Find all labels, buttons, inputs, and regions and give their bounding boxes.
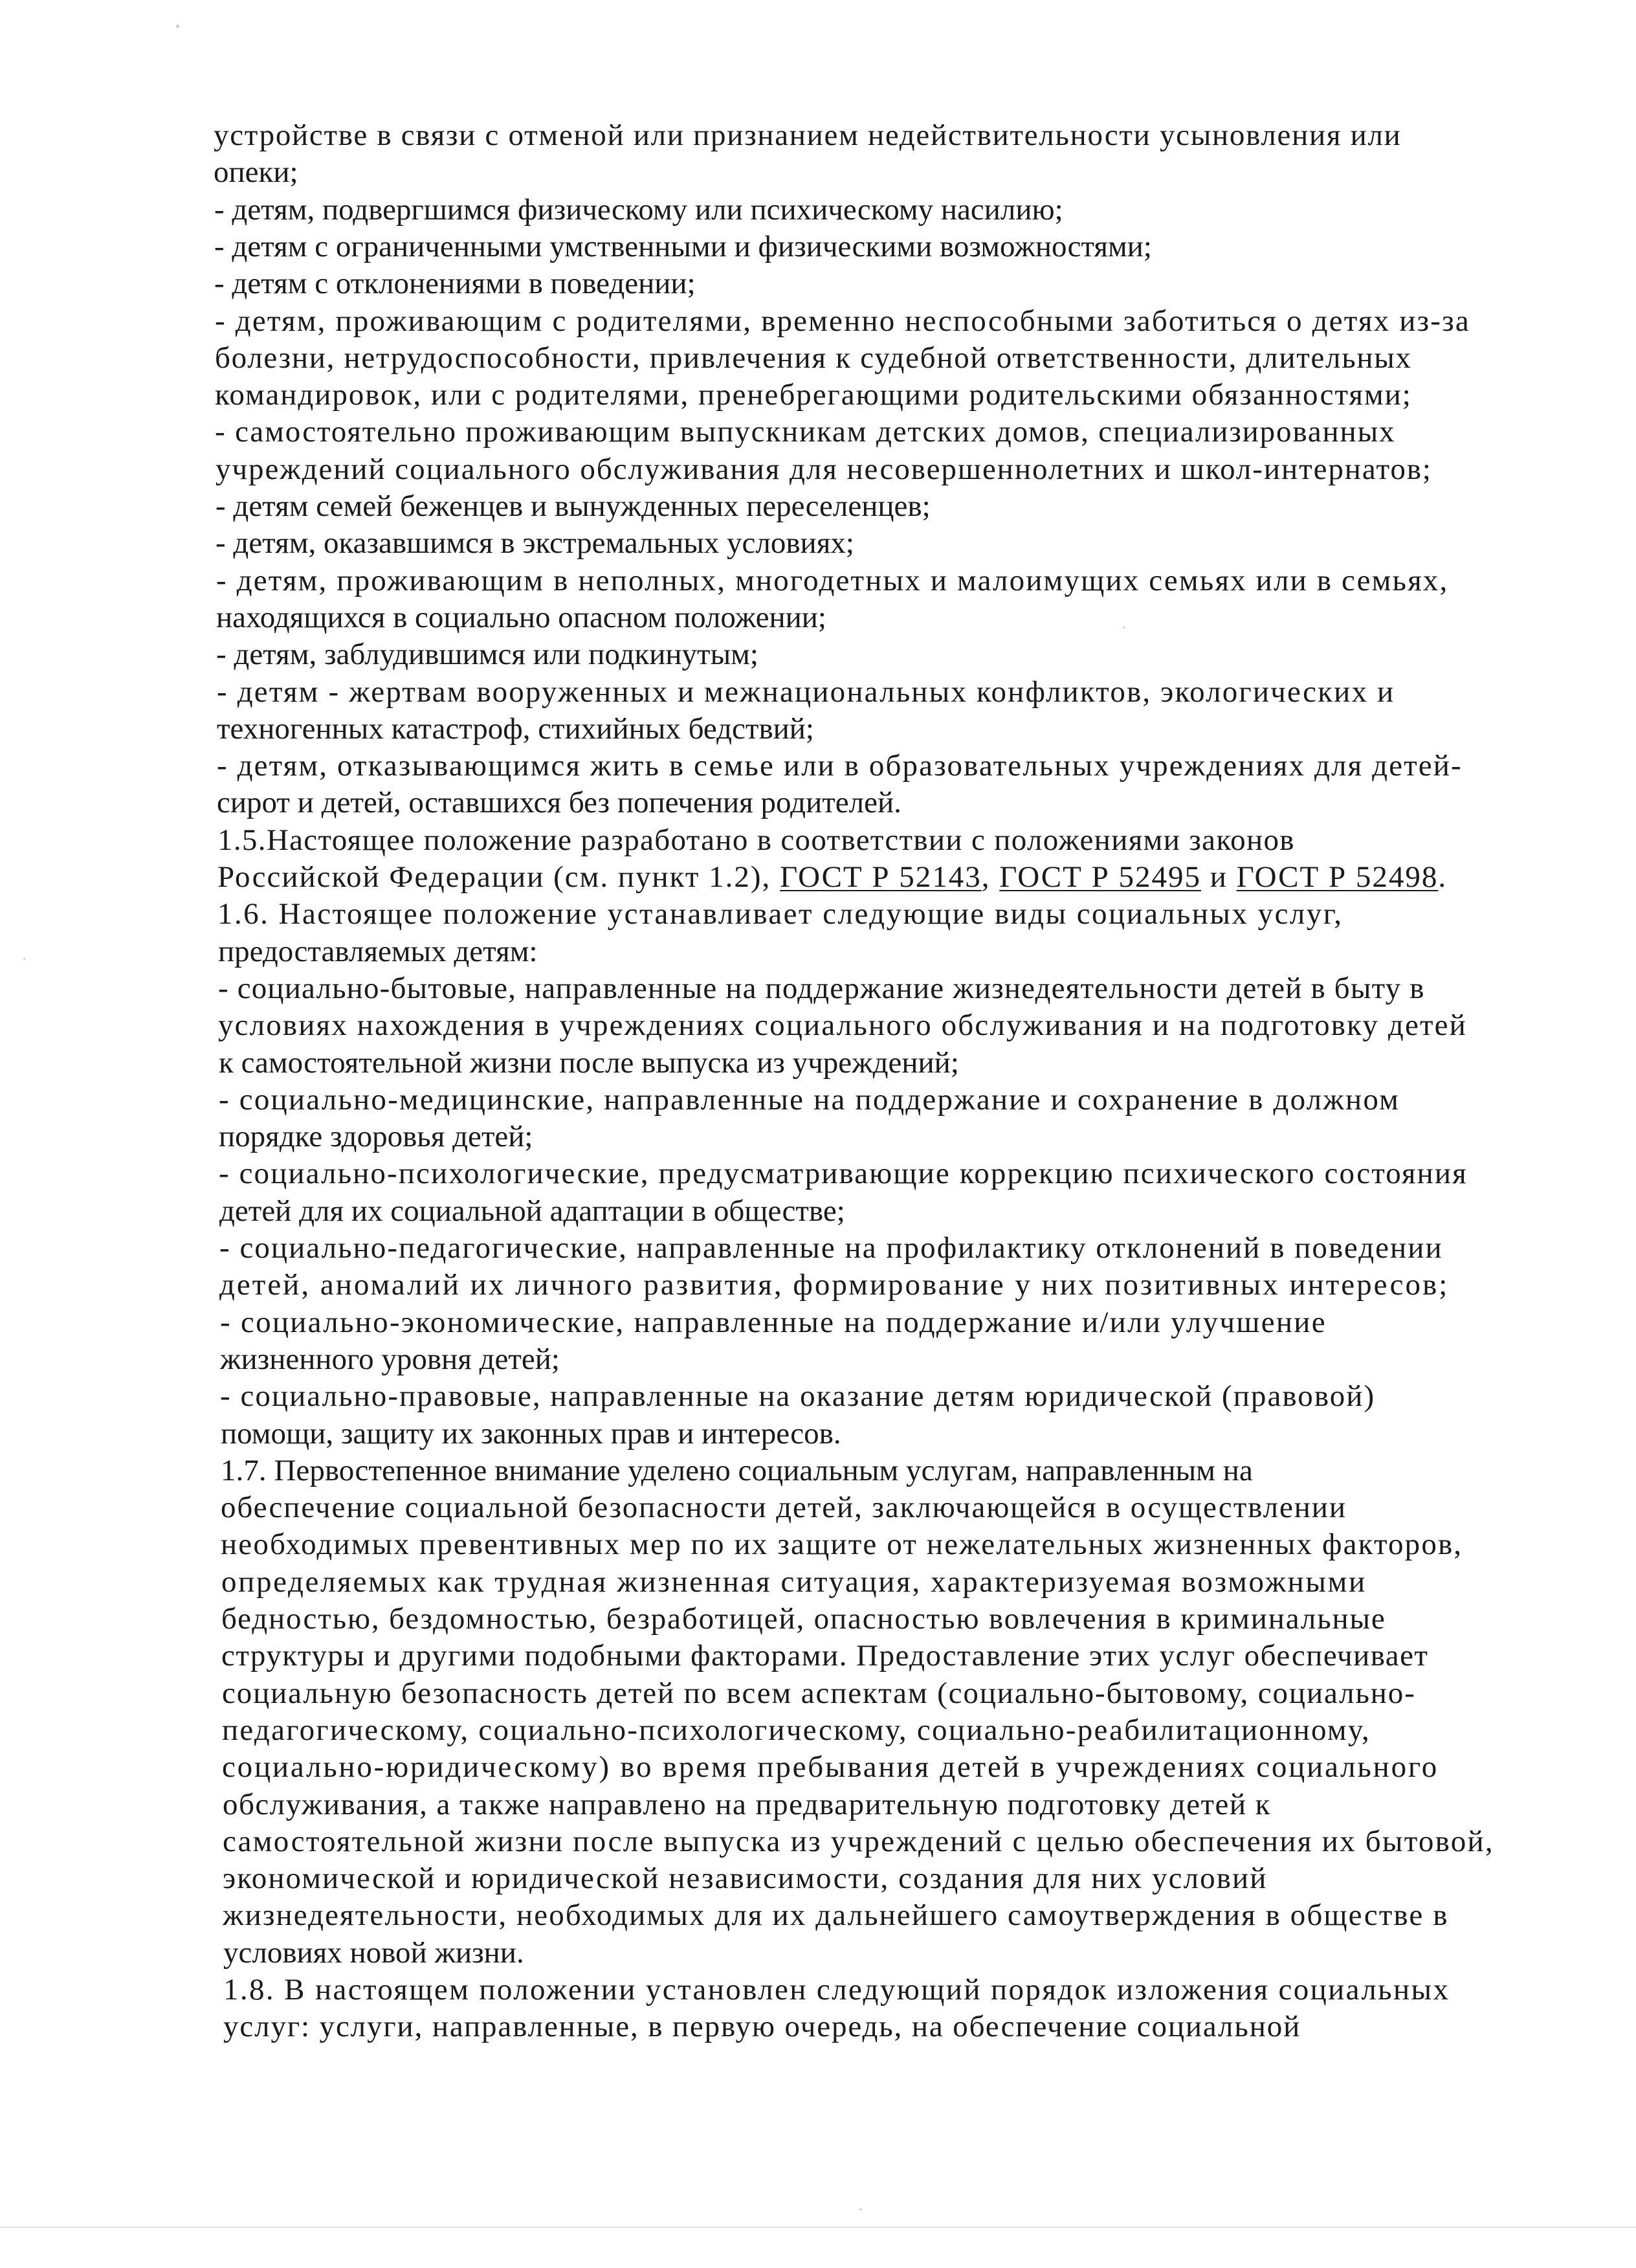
text-line [214,191,1063,228]
text-run: помощи, защиту их законных прав и интересов. [221,1417,841,1451]
text-line [216,450,1432,488]
text-run: предоставляемых детям: [218,935,538,968]
text-run: учреждений социального обслуживания для несовершеннолетних и школ-интернатов; [216,452,1432,486]
text-line [223,1896,1449,1934]
text-line [221,1563,1367,1601]
text-line [217,747,1463,784]
text-line [218,1006,1467,1044]
text-run: к самостоятельной жизни после выпуска из учреждений; [219,1046,959,1080]
text-line [223,1860,1267,1897]
text-run: находящихся в социально опасном положении; [216,601,826,634]
text-line [219,1229,1443,1267]
text-line [221,1637,1428,1674]
text-run: детей, аномалий их личного развития, формирование у них позитивных интересов; [219,1268,1450,1302]
text-line [216,562,1448,599]
text-run: - детям, отказывающимся жить в семье или в образовательных учреждениях для детей- [217,749,1463,783]
text-run: определяемых как трудная жизненная ситуация, характеризуемая возможными [221,1565,1367,1599]
text-line [217,858,1447,896]
text-run: опеки; [214,155,298,189]
text-run: 1.6. Настоящее положение устанавливает следующие виды социальных услуг, [217,897,1343,931]
text-line [221,1452,1253,1489]
text-run: самостоятельной жизни после выпуска из учреждений с целью обеспечения их бытовой, [223,1825,1494,1858]
text-line [215,413,1395,450]
text-run: обеспечение социальной безопасности детей, заключающейся в осуществлении [221,1491,1347,1524]
text-run: - детям, оказавшимся в экстремальных условиях; [216,526,854,560]
text-run: услуг: услуги, направленные, в первую очередь, на обеспечение социальной [223,2010,1301,2043]
text-run: - детям семей беженцев и вынужденных переселенцев; [216,489,931,523]
text-line [216,524,854,562]
text-run: - социально-психологические, предусматривающие коррекцию психического состояния [219,1157,1468,1190]
text-line [218,933,538,970]
text-line [216,487,931,525]
text-line [215,376,1412,414]
text-run: - детям - жертвам вооруженных и межнациональных конфликтов, экологических и [217,675,1395,709]
text-line [221,1600,1386,1638]
text-run: педагогическому, социально-психологическому, социально-реабилитационному, [222,1713,1371,1747]
text-line [216,599,826,636]
text-line [214,117,1402,154]
text-line [221,1415,841,1452]
text-line [223,1786,1271,1823]
text-line [221,1526,1463,1563]
text-line [223,1971,1450,2008]
text-line [223,1823,1494,1860]
text-run: социально-юридическому) во время пребывания детей в учреждениях социального [222,1750,1439,1784]
text-line [219,1118,533,1155]
text-line [214,265,696,302]
scan-edge [0,2227,1636,2228]
text-run: - детям, проживающим в неполных, многодетных и малоимущих семьях или в семьях, [216,564,1449,597]
text-line [219,1044,959,1082]
text-line [218,970,1425,1007]
text-run: - детям с отклонениями в поведении; [214,267,696,300]
text-line [214,153,298,191]
text-run: бедностью, бездомностью, безработицей, опасностью вовлечения в криминальные [221,1602,1386,1636]
text-line [220,1304,1327,1341]
text-run: командировок, или с родителями, пренебрегающими родительскими обязанностями; [215,378,1412,412]
text-run: - детям, заблудившимся или подкинутым; [216,638,758,671]
text-run: - детям с ограниченными умственными и физическими возможностями; [214,230,1152,263]
text-run: , [981,860,1000,894]
text-line [219,1266,1449,1304]
text-run: структуры и другими подобными факторами. Предоставление этих услуг обеспечивает [221,1639,1429,1673]
text-line [219,1155,1468,1192]
scan-speck [1123,627,1125,628]
text-run: - самостоятельно проживающим выпускникам детских домов, специализированных [215,415,1396,449]
text-run: - социально-правовые, направленные на оказание детям юридической (правовой) [220,1379,1376,1413]
scan-speck [23,958,25,960]
text-run: и [1201,860,1237,894]
text-line [214,228,1152,265]
text-line [215,339,1412,377]
text-line [219,1081,1400,1118]
text-run: обслуживания, а также направлено на предварительную подготовку детей к [223,1788,1271,1821]
text-line [216,636,758,673]
text-line [222,1748,1439,1786]
text-run: - социально-педагогические, направленные на профилактику отклонений в поведении [219,1231,1443,1265]
text-run: болезни, нетрудоспособности, привлечения к судебной ответственности, длительных [215,341,1412,375]
gost-reference-link[interactable]: ГОСТ Р 52498 [1236,860,1439,894]
scan-speck [176,25,179,28]
text-run: техногенных катастроф, стихийных бедствий; [217,712,814,746]
text-run: социальную безопасность детей по всем аспектам (социально-бытовому, социально- [222,1676,1416,1710]
text-line [223,1934,524,1972]
text-line [223,2008,1301,2045]
text-line [215,302,1470,340]
text-line [217,673,1395,711]
text-run: - детям, подвергшимся физическому или психическому насилию; [214,193,1063,227]
text-run: - социально-медицинские, направленные на поддержание и сохранение в должном [219,1083,1400,1117]
text-line [221,1489,1347,1526]
text-line [217,784,901,821]
text-run: . [1438,860,1448,894]
text-run: жизнедеятельности, необходимых для их дальнейшего самоутверждения в обществе в [223,1898,1449,1932]
text-run: 1.8. В настоящем положении установлен следующий порядок изложения социальных [223,1973,1450,2007]
text-run: 1.7. Первостепенное внимание уделено социальным услугам, направленным на [221,1454,1253,1487]
text-line [220,1340,560,1378]
text-run: сирот и детей, оставшихся без попечения родителей. [217,786,901,819]
text-line [219,1192,845,1230]
text-run: необходимых превентивных мер по их защите от нежелательных жизненных факторов, [221,1528,1463,1561]
text-run: Российской Федерации (см. пункт 1.2), [217,860,780,894]
text-run: условиях нахождения в учреждениях социального обслуживания и на подготовку детей [218,1008,1467,1042]
text-line [217,710,814,748]
text-run: порядке здоровья детей; [219,1120,533,1153]
scan-speck [859,2208,862,2210]
text-line [222,1711,1371,1749]
text-run: жизненного уровня детей; [220,1342,560,1376]
text-run: условиях новой жизни. [223,1936,524,1970]
text-line [217,821,1295,859]
text-run: - социально-экономические, направленные на поддержание и/или улучшение [220,1306,1327,1339]
text-run: экономической и юридической независимости, создания для них условий [223,1862,1268,1895]
text-run: - детям, проживающим с родителями, временно неспособными заботиться о детях из-за [215,304,1470,338]
text-line [220,1377,1375,1415]
text-line [217,895,1343,933]
text-run: - социально-бытовые, направленные на поддержание жизнедеятельности детей в быту в [218,972,1425,1005]
text-line [222,1674,1416,1712]
gost-reference-link[interactable]: ГОСТ Р 52143 [780,860,982,894]
text-run: устройстве в связи с отменой или признанием недействительности усыновления или [214,118,1402,152]
gost-reference-link[interactable]: ГОСТ Р 52495 [999,860,1201,894]
text-run: детей для их социальной адаптации в обществе; [219,1194,845,1228]
text-run: 1.5.Настоящее положение разработано в соответствии с положениями законов [217,823,1295,857]
